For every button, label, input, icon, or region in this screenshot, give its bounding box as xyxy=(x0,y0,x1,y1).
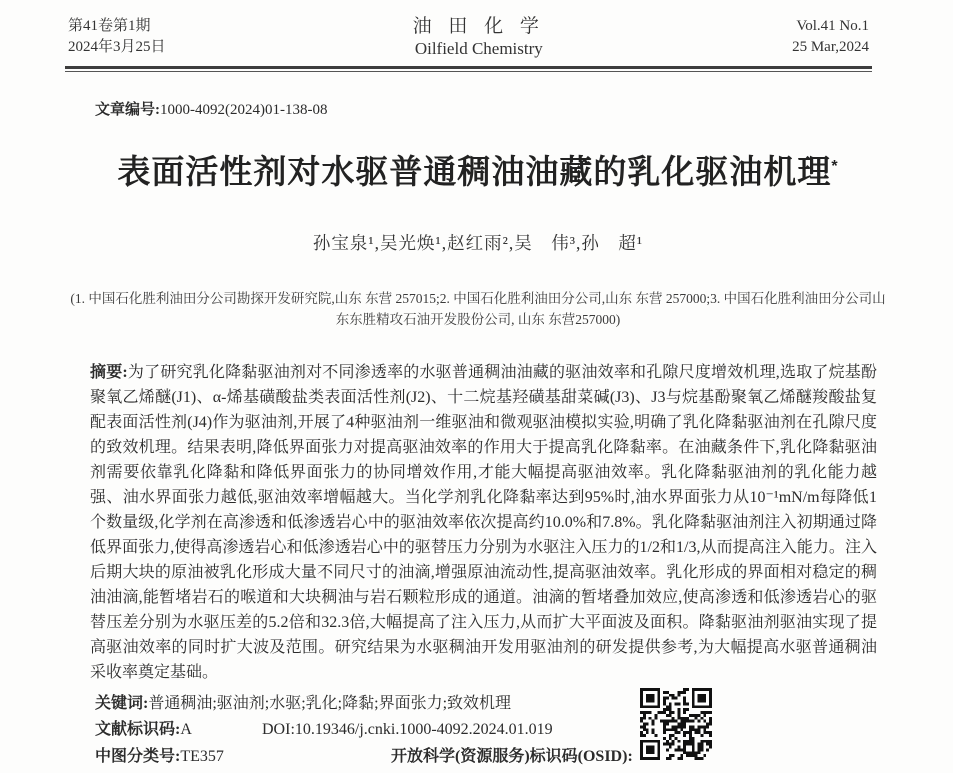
paper-title xyxy=(68,146,888,193)
clc-label: 中图分类号: xyxy=(95,748,181,765)
issue-date-en: 25 Mar,2024 xyxy=(792,39,869,55)
article-number-value: 1000-4092(2024)01-138-08 xyxy=(160,102,328,118)
article-number-label: 文章编号: xyxy=(95,102,160,118)
keywords-label: 关键词: xyxy=(95,695,149,712)
journal-header xyxy=(0,0,953,59)
osid-label: 开放科学(资源服务)标识码(OSID): xyxy=(391,748,633,765)
doi: DOI:10.19346/j.cnki.1000-4092.2024.01.019 xyxy=(262,721,553,738)
keywords-text: 普通稠油;驱油剂;水驱;乳化;降黏;界面张力;致效机理 xyxy=(148,695,512,712)
clc-number xyxy=(95,744,391,770)
qr-code-image xyxy=(640,688,712,760)
keywords-line xyxy=(95,691,877,716)
volume-issue-en: Vol.41 No.1 xyxy=(796,18,869,34)
volume-issue-cn: 第41卷第1期 xyxy=(68,18,151,34)
header-divider xyxy=(65,66,872,72)
title-footnote-marker: * xyxy=(831,158,839,175)
abstract-text: 为了研究乳化降黏驱油剂对不同渗透率的水驱普通稠油油藏的驱油效率和孔隙尺度增效机理,选取了烷基酚聚氧乙烯醚(J1)、α-烯基磺酸盐类表面活性剂(J2)、十二烷基羟磺基甜菜碱(J3)、J3与烷基酚聚氧乙烯醚羧酸盐复配表面活性剂(J4)作为驱油剂,开展了4种驱油剂一维驱油和微观驱油模拟实验,明确了乳化降黏驱油剂在孔隙尺度的致效机理。结果表明,降低界面张力对提高驱油效率的作用大于提高乳化降黏率。在油藏条件下,乳化降黏驱油剂需要依靠乳化降黏和降低界面张力的协同增效作用,才能大幅提高驱油效率。乳化降黏驱油剂的乳化能力越强、油水界面张力越低,驱油效率增幅越大。当化学剂乳化降黏率达到95%时,油水界面张力从10⁻¹mN/m每降低1个数量级,化学剂在高渗透和低渗透岩心中的驱油效率依次提高约10.0%和7.8%。乳化降黏驱油剂注入初期通过降低界面张力,使得高渗透岩心和低渗透岩心中的驱替压力分别为水驱注入压力的1/2和1/3,从而提高注入能力。注入后期大块的原油被乳化形成大量不同尺寸的油滴,增强原油流动性,提高驱油效率。乳化形成的界面相对稳定的稠油油滴,能暂堵岩石的喉道和大块稠油与岩石颗粒形成的通道。油滴的暂堵叠加效应,使高渗透和低渗透岩心的驱替压差分别为水驱压差的5.2倍和32.3倍,大幅提高了注入压力,从而扩大平面波及面积。降黏驱油剂驱油实现了提高驱油效率的同时扩大波及范围。研究结果为水驱稠油开发用驱油剂的研发提供参考,为大幅提高水驱普通稠油采收率奠定基础。 xyxy=(90,364,877,681)
divider-thin-line xyxy=(65,71,872,72)
clc-value: TE357 xyxy=(180,748,224,765)
abstract-label: 摘要: xyxy=(90,364,128,381)
authors-line: 孙宝泉¹,吴光焕¹,赵红雨²,吴 伟³,孙 超¹ xyxy=(312,233,644,253)
journal-title-en: Oilfield Chemistry xyxy=(414,39,543,58)
osid-qr-code xyxy=(640,688,712,760)
abstract-paragraph xyxy=(90,360,877,685)
doc-code-value: A xyxy=(180,721,192,738)
journal-title-block xyxy=(413,16,545,59)
header-issue-info-en xyxy=(792,16,869,58)
divider-thick-line xyxy=(65,66,872,69)
doc-code-label: 文献标识码: xyxy=(95,721,181,738)
clc-osid-line xyxy=(95,744,953,770)
article-number xyxy=(95,98,953,119)
issue-date-cn: 2024年3月25日 xyxy=(68,39,166,55)
journal-title-cn: 油 田 化 学 xyxy=(412,16,545,37)
affiliations: (1. 中国石化胜利油田分公司勘探开发研究院,山东 东营 257015;2. 中国石化胜利油田分公司,山东 东营 257000;3. 中国石化胜利油田分公司山东东胜精攻石油开发股份公司, 山东 东营257000) xyxy=(70,291,886,327)
paper-title-text: 表面活性剂对水驱普通稠油油藏的乳化驱油机理 xyxy=(117,153,832,190)
doc-code-doi-line xyxy=(95,717,953,743)
header-issue-info-cn xyxy=(68,16,166,58)
doc-code xyxy=(95,717,262,743)
